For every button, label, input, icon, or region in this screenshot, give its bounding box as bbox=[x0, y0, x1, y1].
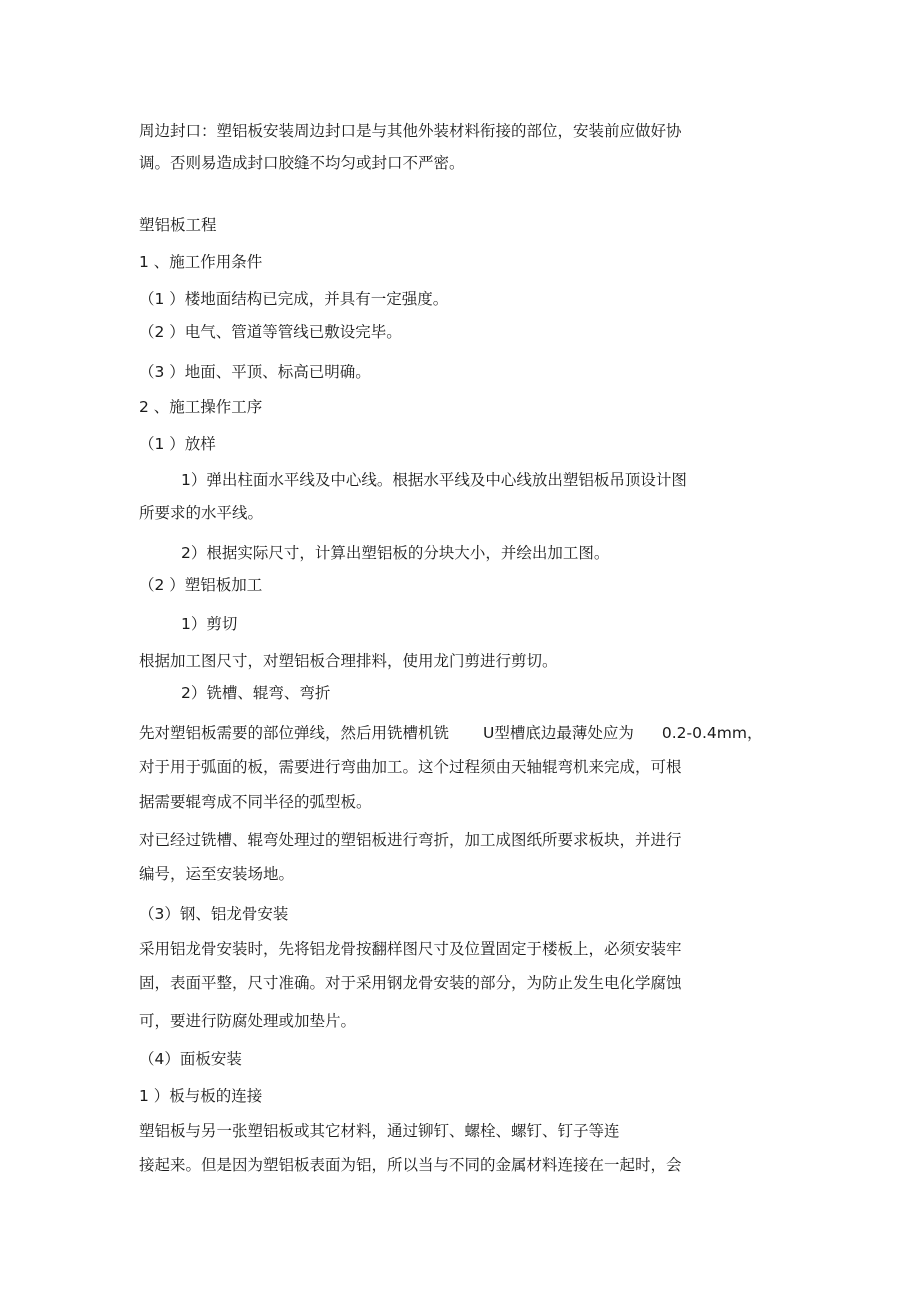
subsection-heading: （1 ）放样 bbox=[139, 435, 216, 453]
paragraph-line: 采用铝龙骨安装时，先将铝龙骨按翻样图尺寸及位置固定于楼板上，必须安装牢 bbox=[139, 940, 682, 958]
subsection-heading: （4）面板安装 bbox=[139, 1050, 242, 1068]
section-title: 塑铝板工程 bbox=[139, 216, 217, 234]
list-item: （1 ）楼地面结构已完成，并具有一定强度。 bbox=[139, 290, 449, 308]
paragraph-line: 对于用于弧面的板，需要进行弯曲加工。这个过程须由天轴辊弯机来完成，可根 bbox=[139, 758, 682, 776]
paragraph-line: 根据加工图尺寸，对塑铝板合理排料，使用龙门剪进行剪切。 bbox=[139, 652, 558, 670]
paragraph-line: 接起来。但是因为塑铝板表面为铝，所以当与不同的金属材料连接在一起时，会 bbox=[139, 1156, 682, 1174]
paragraph-line: 塑铝板与另一张塑铝板或其它材料，通过铆钉、螺栓、螺钉、钉子等连 bbox=[139, 1122, 620, 1140]
section-heading: 1 、施工作用条件 bbox=[139, 253, 263, 271]
step-heading: 1）剪切 bbox=[181, 615, 238, 633]
paragraph-line: 所要求的水平线。 bbox=[139, 504, 264, 522]
step-heading: 2）铣槽、辊弯、弯折 bbox=[181, 684, 331, 702]
paragraph-line-milling bbox=[139, 723, 762, 743]
paragraph-line: 周边封口：塑铝板安装周边封口是与其他外装材料衔接的部位，安装前应做好协 bbox=[139, 122, 682, 140]
step-heading: 1 ）板与板的连接 bbox=[139, 1087, 263, 1105]
section-heading: 2 、施工操作工序 bbox=[139, 398, 263, 416]
milling-text-part2: U型槽底边最薄处应为 bbox=[483, 724, 634, 742]
paragraph-line: 1）弹出柱面水平线及中心线。根据水平线及中心线放出塑铝板吊顶设计图 bbox=[181, 471, 687, 489]
list-item: （2 ）电气、管道等管线已敷设完毕。 bbox=[139, 323, 402, 341]
paragraph-line: 固，表面平整，尺寸准确。对于采用钢龙骨安装的部分，为防止发生电化学腐蚀 bbox=[139, 974, 682, 992]
milling-text-part1: 先对塑铝板需要的部位弹线，然后用铣槽机铣 bbox=[139, 724, 450, 742]
paragraph-line: 调。否则易造成封口胶缝不均匀或封口不严密。 bbox=[139, 154, 465, 172]
paragraph-line: 可，要进行防腐处理或加垫片。 bbox=[139, 1012, 357, 1030]
subsection-heading: （2 ）塑铝板加工 bbox=[139, 576, 263, 594]
paragraph-line: 对已经过铣槽、辊弯处理过的塑铝板进行弯折，加工成图纸所要求板块，并进行 bbox=[139, 831, 682, 849]
milling-text-part3: 0.2-0.4mm， bbox=[661, 724, 763, 742]
paragraph-line: 2）根据实际尺寸，计算出塑铝板的分块大小，并绘出加工图。 bbox=[181, 544, 610, 562]
paragraph-line: 据需要辊弯成不同半径的弧型板。 bbox=[139, 793, 372, 811]
list-item: （3 ）地面、平顶、标高已明确。 bbox=[139, 363, 371, 381]
paragraph-line: 编号，运至安装场地。 bbox=[139, 865, 295, 883]
subsection-heading: （3）钢、铝龙骨安装 bbox=[139, 905, 289, 923]
